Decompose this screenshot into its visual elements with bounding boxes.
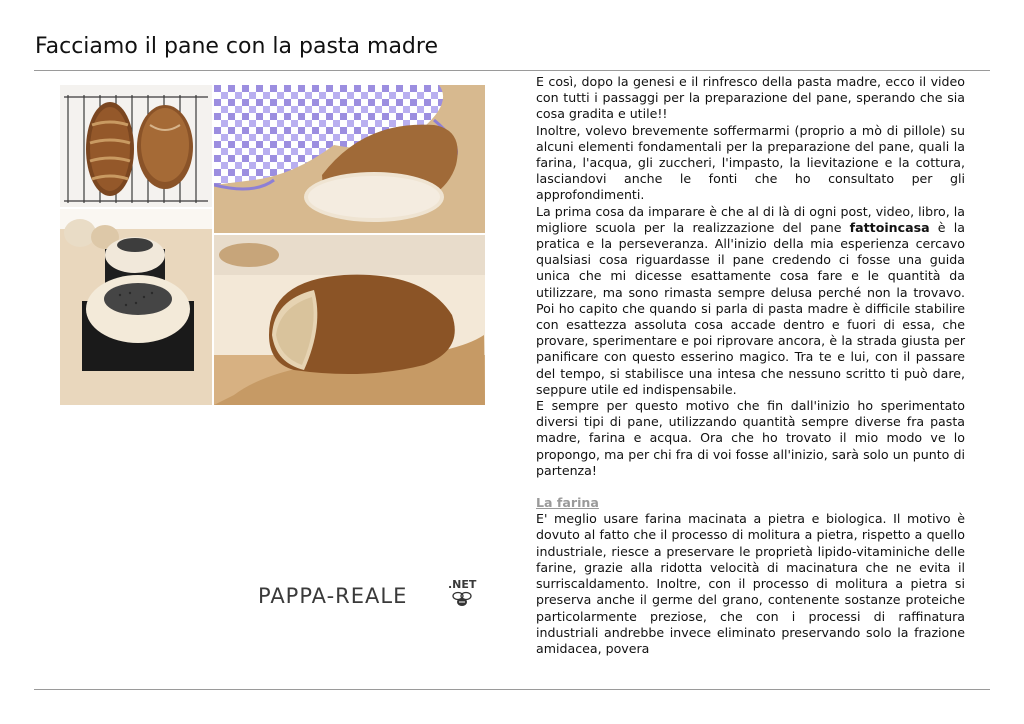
bread-photo-collage — [60, 85, 485, 405]
footer-divider — [34, 689, 990, 690]
pappa-reale-logo — [258, 578, 488, 612]
paragraph-spacer — [536, 479, 965, 495]
logo-wordmark: PAPPA-REALE — [258, 584, 408, 608]
photo-loaves-in-pans — [60, 209, 212, 405]
article-paragraph: Inoltre, volevo brevemente soffermarmi (proprio a mò di pillole) su alcuni elementi fondamentali per la preparazione del pane, quali la farina, l'acqua, gli zuccheri, l'impasto, la lievitazione e la cottura, lasciandovi anche le fonti che ho consultato per gli approfondimenti. — [536, 122, 965, 203]
photo-loaves-on-rack — [60, 85, 212, 207]
bee-icon — [452, 591, 472, 611]
logo-tld: .NET — [448, 578, 477, 591]
article-paragraph: E sempre per questo motivo che fin dall'inizio ho sperimentato diversi tipi di pane, utilizzando quantità sempre diverse fra pasta madre, farina e acqua. Ora che ho trovato il mio modo ve lo propongo, ma per chi fra di voi fosse all'inizio, sarà solo un punto di partenza! — [536, 398, 965, 478]
section-heading-la-farina[interactable]: La farina — [536, 495, 599, 511]
page-title: Facciamo il pane con la pasta madre — [35, 34, 438, 59]
article-paragraph: E' meglio usare farina macinata a pietra e biologica. Il motivo è dovuto al fatto che il processo di molitura a pietra, rispetto a quello industriale, riesce a preservare le proprietà lipido-vitaminiche delle farine, grazie alla ridotta velocità di macinatura che ne evita il surriscaldamento. Inoltre, con il processo di molitura a pietra si preserva anche il germe del grano, contenente sostanze proteiche particolarmente preziose, che con i processi di raffinatura industriali andrebbe invece eliminato preservando solo la frazione amidacea, povera — [536, 511, 965, 656]
brand-name-bold: fattoincasa — [849, 219, 930, 235]
article-paragraph — [536, 204, 965, 398]
article-text: La prima cosa da imparare è che al di là di ogni post, video, libro, la migliore scuola per la realizzazione del pane — [536, 203, 965, 235]
photo-loaf-with-cloth — [214, 85, 485, 233]
header-divider — [34, 70, 990, 71]
article-text: è la pratica e la perseveranza. All'inizio della mia esperienza cercavo qualsiasi cosa riguardasse il pane credendo ci fosse una guida unica che mi dicesse esattamente cosa fare e le quantità da utilizzare, ma sono rimasta sempre delusa perché non la trovavo. Poi ho capito che quando si parla di pasta madre è difficile stabilire con esattezza assoluta cosa accade dentro e fuori di essa, che provare, sperimentare e poi riprovare ancora, è la strada giusta per panificare con questo esserino magico. Tra te e lui, con il passare del tempo, si stabilisce una intesa che nessuno scritto ti può dare, seppure utile ed indispensabile. — [536, 219, 965, 397]
photo-cut-loaf-on-board — [214, 235, 485, 405]
article-body — [536, 74, 965, 657]
article-paragraph: E così, dopo la genesi e il rinfresco della pasta madre, ecco il video con tutti i passaggi per la preparazione del pane, sperando che sia cosa gradita e utile!! — [536, 74, 965, 122]
